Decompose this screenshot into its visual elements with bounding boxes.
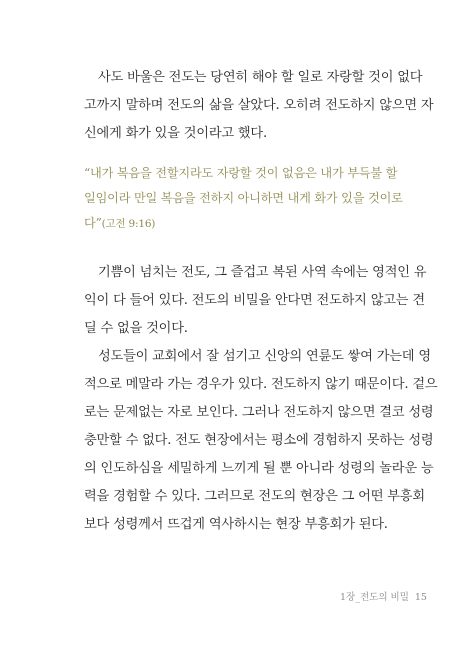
page-footer [340, 589, 430, 603]
quote-line: “내가 복음을 전할지라도 자랑할 것이 없음은 내가 부득불 할 [84, 166, 398, 180]
text-line: 신에게 화가 있을 것이라고 했다. [84, 126, 267, 141]
text-line: 보다 성령께서 뜨겁게 역사하시는 현장 부흥회가 된다. [84, 517, 388, 532]
text-line: 적으로 메말라 가는 경우가 있다. 전도하지 않기 때문이다. 겉으 [84, 377, 438, 392]
text-line: 익이 다 들어 있다. 전도의 비밀을 안다면 전도하지 않고는 견 [84, 293, 425, 308]
chapter-label: 1장_전도의 비밀 [340, 592, 409, 603]
quote-line: 일임이라 만일 복음을 전하지 아니하면 내게 화가 있을 것이로 [84, 191, 403, 205]
text-line: 사도 바울은 전도는 당연히 해야 할 일로 자랑할 것이 없다 [98, 70, 423, 85]
scripture-reference: (고전 9:16) [101, 218, 156, 230]
paragraph-1 [84, 64, 434, 148]
scripture-quote [84, 161, 408, 236]
quote-line [84, 211, 408, 236]
text-line: 성도들이 교회에서 잘 섬기고 신앙의 연륜도 쌓여 가는데 영 [98, 349, 431, 364]
text-line: 로는 문제없는 자로 보인다. 그러나 전도하지 않으면 결코 성령 [84, 405, 434, 420]
text-line: 기쁨이 넘치는 전도, 그 즐겁고 복된 사역 속에는 영적인 유 [98, 265, 427, 280]
page-number: 15 [414, 592, 427, 603]
quote-line-end: 다” [84, 216, 102, 230]
text-line: 고까지 말하며 전도의 삶을 살았다. 오히려 전도하지 않으면 자 [84, 98, 434, 113]
paragraph-3 [84, 343, 438, 539]
text-line: 충만할 수 없다. 전도 현장에서는 평소에 경험하지 못하는 성령 [84, 433, 434, 448]
text-line: 의 인도하심을 세밀하게 느끼게 될 뿐 아니라 성령의 놀라운 능 [84, 461, 434, 476]
paragraph-2 [84, 259, 427, 343]
text-line: 력을 경험할 수 있다. 그러므로 전도의 현장은 그 어떤 부흥회 [84, 489, 425, 504]
text-line: 딜 수 없을 것이다. [84, 321, 188, 336]
